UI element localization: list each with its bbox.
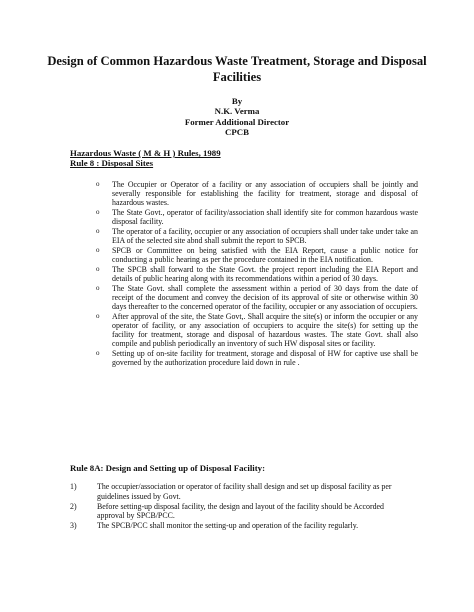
bullet-marker: o — [96, 246, 100, 255]
act-title: Hazardous Waste ( M & H ) Rules, 1989 — [70, 148, 221, 158]
author-name: N.K. Verma — [214, 106, 260, 117]
list-item-text: The SPCB/PCC shall monitor the setting-up and operation of the facility regularly. — [97, 521, 359, 531]
list-item — [96, 349, 418, 367]
list-item — [96, 180, 418, 207]
author-block — [130, 96, 344, 138]
list-item-text: The State Govt. shall complete the assessment within a period of 30 days from the date of receipt of the document and convey the decision of its approval of site or otherwise within 30 days thereafter to the concerned operator of the facility, occupier or any association of occupiers. — [112, 284, 418, 312]
list-item-text: The occupier/association or operator of facility shall design and set up disposal facility as per guidelines issued by Govt. — [97, 482, 392, 501]
byline-by: By — [231, 96, 243, 106]
list-item-text: SPCB or Committee on being satisfied with the EIA Report, cause a public notice for conducting a public hearing as per the procedure contained in the EIA notification. — [112, 246, 418, 265]
bullet-marker: o — [96, 180, 100, 188]
list-item — [96, 208, 418, 226]
rule-8a-heading: Rule 8A: Design and Setting up of Disposal Facility: — [70, 463, 266, 473]
item-number: 3) — [70, 521, 77, 531]
bullet-marker: o — [96, 227, 100, 236]
list-item — [96, 312, 418, 348]
author-org: CPCB — [225, 127, 249, 138]
list-item — [70, 521, 400, 531]
section-1-heading — [70, 148, 221, 169]
list-item — [96, 284, 418, 311]
bullet-marker: o — [96, 312, 100, 321]
list-item-text: The Occupier or Operator of a facility or any association of occupiers shall be jointly and severally responsible for establishing the facility for treatment, storage and disposal of hazardous wastes. — [112, 180, 418, 208]
rule-8-bullet-list — [96, 180, 418, 368]
bullet-marker: o — [96, 349, 100, 358]
list-item-text: The operator of a facility, occupier or any association of occupiers shall under take under take an EIA of the selected site abnd shall submit the report to SPCB. — [112, 227, 418, 246]
list-item-text: The SPCB shall forward to the State Govt. the project report including the EIA Report and details of public hearing along with its recommendations within a period of 30 days. — [112, 265, 418, 284]
list-item — [96, 246, 418, 264]
list-item — [70, 482, 400, 501]
list-item-text: After approval of the site, the State Govt,. Shall acquire the site(s) or inform the occupier or any operator of facility, or any association of occupiers to acquire the site(s) for setting up the facility for treatment, storage and disposal of hazardous wastes. The state Govt. shall also compile and publish periodically an inventory of such HW disposal sites or facility. — [112, 312, 418, 349]
item-number: 1) — [70, 482, 77, 491]
list-item — [70, 502, 400, 521]
rule-8-title: Rule 8 : Disposal Sites — [70, 158, 154, 169]
item-number: 2) — [70, 501, 77, 511]
list-item — [96, 265, 418, 283]
bullet-marker: o — [96, 208, 100, 217]
document-title: Design of Common Hazardous Waste Treatment, Storage and Disposal Facilities — [47, 54, 427, 84]
bullet-marker: o — [96, 265, 100, 274]
author-role: Former Additional Director — [184, 116, 290, 127]
list-item-text: Setting up of on-site facility for treatment, storage and disposal of HW for captive use shall be governed by the authorization procedure laid down in rule . — [112, 349, 418, 368]
list-item-text: The State Govt., operator of facility/association shall identify site for common hazardous waste disposal facility. — [112, 208, 418, 227]
rule-8a-numbered-list — [70, 482, 400, 531]
list-item — [96, 227, 418, 245]
list-item-text: Before setting-up disposal facility, the design and layout of the facility should be Accorded approval by SPCB/PCC. — [97, 501, 384, 521]
bullet-marker: o — [96, 284, 100, 293]
